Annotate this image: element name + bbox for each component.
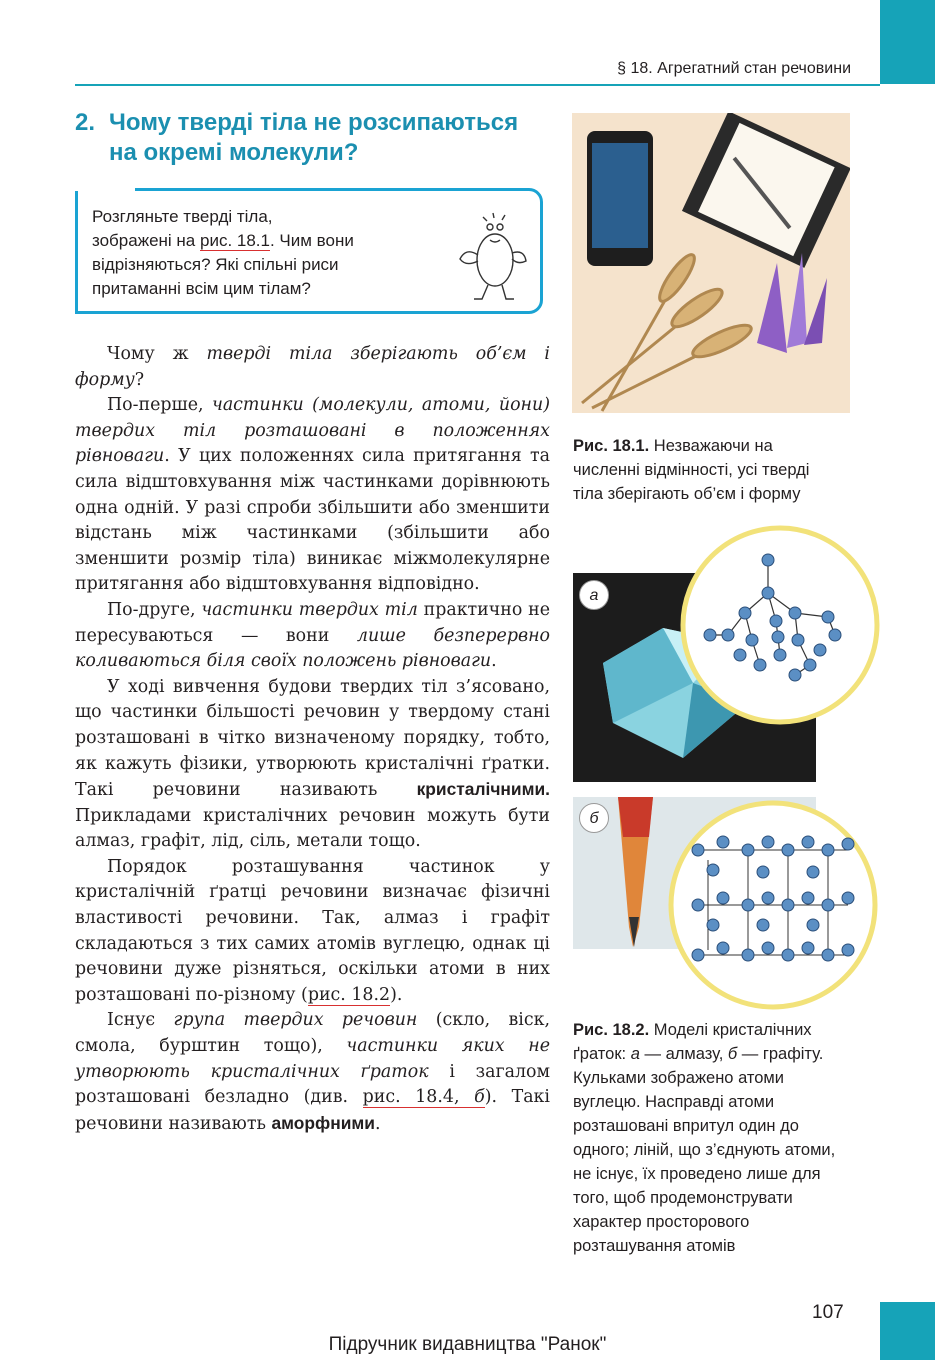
header-rule [75, 84, 880, 86]
figure-b-tag: б [579, 803, 609, 833]
question-text: Розгляньте тверді тіла, зображені на рис. 18.1. Чим вони відрізняються? Які спільні риси притаманні всім цим тілам? [92, 207, 354, 298]
diamond-lattice-model [680, 525, 880, 725]
graphite-lattice-model [668, 800, 878, 1010]
body-text [75, 342, 550, 1137]
figure-a-tag: а [579, 580, 609, 610]
fig-ref-link[interactable]: рис. 18.4, б [362, 1087, 485, 1108]
paragraph-2: По-перше, частинки (молекули, атоми, йони) твердих тіл розташовані в положеннях рівноваги. У цих положеннях сила притягання та сила відштовхування між частинками дорівнюють одна одній. У разі спроби збільшити або зменшити відстань між частинками (збільшити або зменшити розмір тіла) виникає міжмолекулярне притягання або відштовхування відповідно. [75, 395, 550, 595]
section-number: 2. [75, 109, 96, 136]
figure-18-1-caption: Рис. 18.1. Незважаючи на численні відмінності, усі тверді тіла зберігають об’єм і форму [573, 437, 810, 503]
figure-18-2-caption: Рис. 18.2. Моделі кристалічних ґраток: а — алмазу, б — графіту. Кульками зображено атоми вуглецю. Насправді атоми розташовані впритул один до одного; ліній, що з’єднують атоми, не існує, їх проведено лише для того, щоб продемонструвати характер просторового розташування атомів [573, 1021, 836, 1255]
fig-ref-link[interactable]: рис. 18.1 [200, 231, 270, 250]
paragraph-3: По-друге, частинки твердих тіл практично не пересуваються — вони лише безперервно коливаються біля своїх положень рівноваги. [75, 599, 551, 672]
paragraph-4: У ході вивчення будови твердих тіл з’ясовано, що частинки більшості речовин у твердому стані розташовані в чітко визначеному порядку, тобто, як кажуть фізики, утворюють кристалічні ґратки. Такі речовини називають кристалічними. Прикладами кристалічних речовин можуть бути алмаз, графіт, лід, сіль, метали тощо. [75, 676, 550, 852]
section-title [75, 108, 545, 168]
paragraph-6: Існує група твердих речовин (скло, віск, смола, бурштин тощо), частинки яких не утворюють кристалічних ґраток і загалом розташовані безладно (див. рис. 18.4, б). Такі речовини називають аморфними. [75, 1010, 550, 1134]
header-tab [880, 0, 935, 84]
mascot-illustration [450, 205, 532, 305]
section-title-line2: на окремі молекули? [109, 139, 359, 166]
page-number: 107 [812, 1302, 844, 1323]
solids-photo [572, 113, 850, 413]
section-title-line1: Чому тверді тіла не розсипаються [109, 109, 519, 136]
paragraph-5: Порядок розташування частинок у кристалічній ґратці речовини визначає фізичні властивості речовини. Так, алмаз і графіт складаються з тих самих атомів вуглецю, однак ці речовини дуже різняться, оскільки атоми в них розташовані по-різному (рис. 18.2). [75, 856, 550, 1005]
paragraph-1: Чому ж тверді тіла зберігають об’єм і форму? [75, 344, 550, 390]
publisher-footer: Підручник видавництва "Ранок" [328, 1334, 607, 1355]
running-title: § 18. Агрегатний стан речовини [617, 60, 851, 77]
fig-ref-link[interactable]: рис. 18.2 [307, 984, 391, 1005]
